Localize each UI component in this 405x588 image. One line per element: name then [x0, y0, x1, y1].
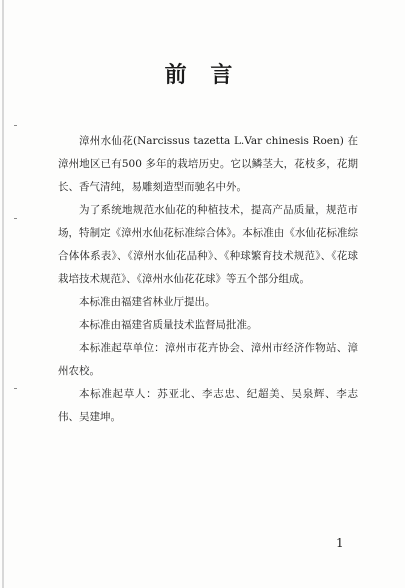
scan-speck — [14, 125, 17, 126]
document-body — [58, 130, 358, 429]
paragraph-drafters: 本标准起草人：苏亚北、李志忠、纪超美、吴泉辉、李志伟、吴建坤。 — [58, 388, 358, 423]
paragraph-proposer: 本标准由福建省林业厅提出。 — [79, 296, 216, 308]
scan-speck — [14, 218, 17, 219]
paragraph-intro: 漳州水仙花(Narcissus tazetta L.Var chinesis Roen) 在漳州地区已有500 多年的栽培历史。它以鳞茎大，花枝多，花期长、香气清纯，易雕刻造型而驰名中外。 — [58, 135, 358, 193]
paragraph-approver: 本标准由福建省质量技术监督局批准。 — [79, 319, 258, 331]
scan-speck — [14, 388, 17, 389]
page-number: 1 — [336, 536, 344, 550]
document-title: 前 言 — [164, 63, 241, 88]
paragraph-purpose: 为了系统地规范水仙花的种植技术，提高产品质量，规范市场，特制定《漳州水仙花标准综合体》。本标准由《水仙花标准综合体体系表》、《漳州水仙花品种》、《种球繁育技术规范》、《花球栽培技术规范》、《漳州水仙花花球》等五个部分组成。 — [58, 204, 358, 285]
paragraph-drafting-units: 本标准起草单位：漳州市花卉协会、漳州市经济作物站、漳州农校。 — [58, 342, 358, 377]
